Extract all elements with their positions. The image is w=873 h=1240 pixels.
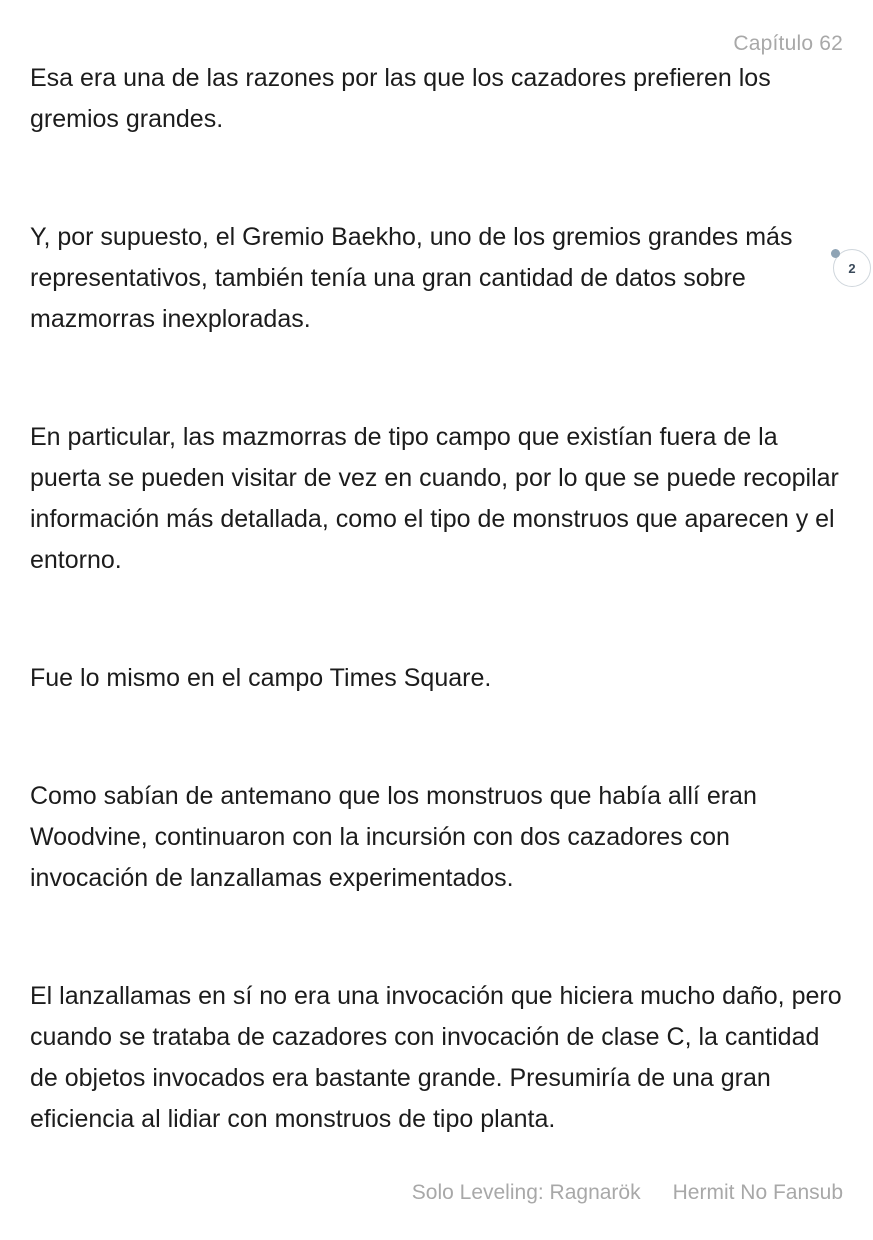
novel-title: Solo Leveling: Ragnarök: [411, 1181, 641, 1204]
paragraph: Y, por supuesto, el Gremio Baekho, uno de los gremios grandes más representativos, también tenía una gran cantidad de datos sobre mazmorras inexploradas.: [30, 223, 793, 333]
chapter-content: [30, 58, 848, 1140]
paragraph: Como sabían de antemano que los monstruos que había allí eran Woodvine, continuaron con la incursión con dos cazadores con invocación de lanzallamas experimentados.: [30, 782, 757, 892]
paragraph: Fue lo mismo en el campo Times Square.: [30, 664, 492, 692]
paragraph: En particular, las mazmorras de tipo campo que existían fuera de la puerta se pueden visitar de vez en cuando, por lo que se puede recopilar información más detallada, como el tipo de monstruos que aparecen y el entorno.: [30, 423, 839, 574]
chapter-title: Capítulo 62: [733, 32, 843, 55]
paragraph: Esa era una de las razones por las que los cazadores prefieren los gremios grandes.: [30, 64, 771, 133]
paragraph-comment-button[interactable]: [833, 249, 871, 287]
paragraph: El lanzallamas en sí no era una invocación que hiciera mucho daño, pero cuando se trataba de cazadores con invocación de clase C, la cantidad de objetos invocados era bastante grande. Presumiría de una gran eficiencia al lidiar con monstruos de tipo planta.: [30, 982, 842, 1133]
comment-bubble-icon: [831, 249, 840, 258]
comment-count: 2: [848, 260, 856, 276]
footer-credits: [412, 1181, 843, 1205]
translator-credit: Hermit No Fansub: [672, 1181, 843, 1204]
